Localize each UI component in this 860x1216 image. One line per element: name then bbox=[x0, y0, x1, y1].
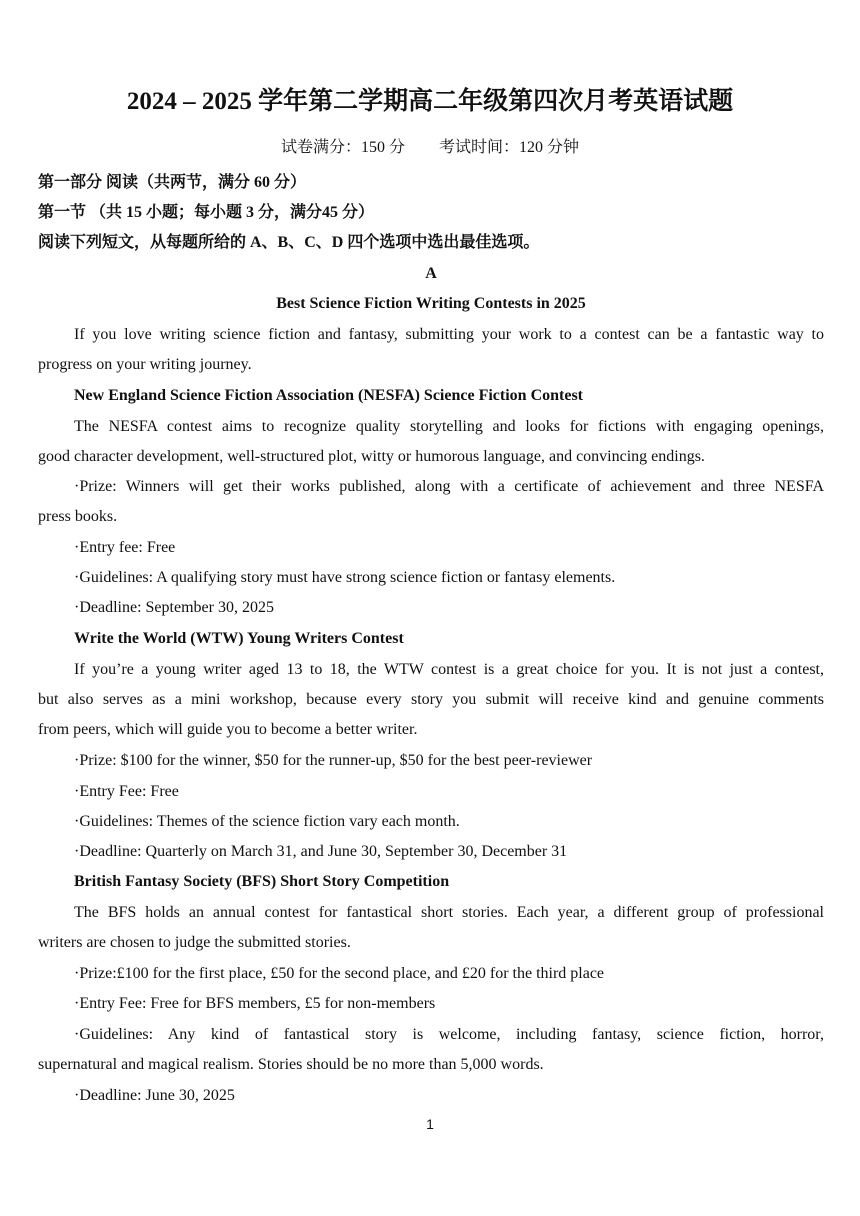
nesfa-fee: ·Entry fee: Free bbox=[74, 539, 176, 556]
passage-title: Best Science Fiction Writing Contests in 2025 bbox=[276, 295, 586, 312]
wtw-prize: ·Prize: $100 for the winner, $50 for the runner-up, $50 for the best peer-reviewer bbox=[74, 752, 593, 769]
full-score: 试卷满分：150 分 bbox=[280, 139, 405, 156]
bfs-fee: ·Entry Fee: Free for BFS members, £5 for non-members bbox=[74, 995, 436, 1012]
nesfa-prize-1: ·Prize: Winners will get their works published, along with a certificate of achievement and three NESFA bbox=[74, 478, 824, 495]
passage-label: A bbox=[425, 265, 437, 282]
intro-line-2: progress on your writing journey. bbox=[38, 356, 252, 373]
wtw-fee: ·Entry Fee: Free bbox=[74, 783, 179, 800]
bfs-deadline: ·Deadline: June 30, 2025 bbox=[74, 1087, 235, 1104]
nesfa-desc-1: The NESFA contest aims to recognize quality storytelling and looks for fictions with engaging openings, bbox=[74, 418, 824, 435]
wtw-heading: Write the World (WTW) Young Writers Contest bbox=[74, 630, 404, 647]
nesfa-prize-2: press books. bbox=[38, 508, 118, 525]
exam-time: 考试时间：120 分钟 bbox=[439, 139, 580, 156]
bfs-heading: British Fantasy Society (BFS) Short Story Competition bbox=[74, 873, 450, 890]
wtw-deadline: ·Deadline: Quarterly on March 31, and June 30, September 30, December 31 bbox=[74, 843, 568, 860]
part-heading: 第一部分 阅读（共两节，满分 60 分） bbox=[38, 174, 307, 191]
nesfa-deadline: ·Deadline: September 30, 2025 bbox=[74, 599, 274, 616]
bfs-guidelines-1: ·Guidelines: Any kind of fantastical story is welcome, including fantasy, science fiction, horror, bbox=[74, 1026, 824, 1043]
exam-title: 2024 – 2025 学年第二学期高二年级第四次月考英语试题 bbox=[126, 88, 734, 115]
nesfa-desc-2: good character development, well-structured plot, witty or humorous language, and convincing endings. bbox=[38, 448, 705, 465]
nesfa-heading: New England Science Fiction Association (NESFA) Science Fiction Contest bbox=[74, 387, 584, 404]
reading-direction: 阅读下列短文，从每题所给的 A、B、C、D 四个选项中选出最佳选项。 bbox=[38, 234, 540, 251]
section-heading: 第一节 （共 15 小题；每小题 3 分，满分45 分） bbox=[38, 204, 375, 221]
bfs-prize: ·Prize:£100 for the first place, £50 for the second place, and £20 for the third place bbox=[74, 965, 605, 982]
wtw-desc-3: from peers, which will guide you to become a better writer. bbox=[38, 721, 418, 738]
page-number: 1 bbox=[426, 1116, 434, 1132]
wtw-desc-2: but also serves as a mini workshop, because every story you submit will receive kind and genuine comments bbox=[38, 691, 824, 708]
bfs-desc-1: The BFS holds an annual contest for fantastical short stories. Each year, a different group of professional bbox=[74, 904, 824, 921]
bfs-guidelines-2: supernatural and magical realism. Stories should be no more than 5,000 words. bbox=[38, 1056, 544, 1073]
bfs-desc-2: writers are chosen to judge the submitted stories. bbox=[38, 934, 351, 951]
wtw-desc-1: If you’re a young writer aged 13 to 18, the WTW contest is a great choice for you. It is not just a contest, bbox=[74, 661, 824, 678]
nesfa-guidelines: ·Guidelines: A qualifying story must have strong science fiction or fantasy elements. bbox=[74, 569, 616, 586]
exam-meta bbox=[0, 137, 860, 159]
intro-line-1: If you love writing science fiction and fantasy, submitting your work to a contest can be a fantastic way to bbox=[74, 326, 824, 343]
wtw-guidelines: ·Guidelines: Themes of the science fiction vary each month. bbox=[74, 813, 460, 830]
